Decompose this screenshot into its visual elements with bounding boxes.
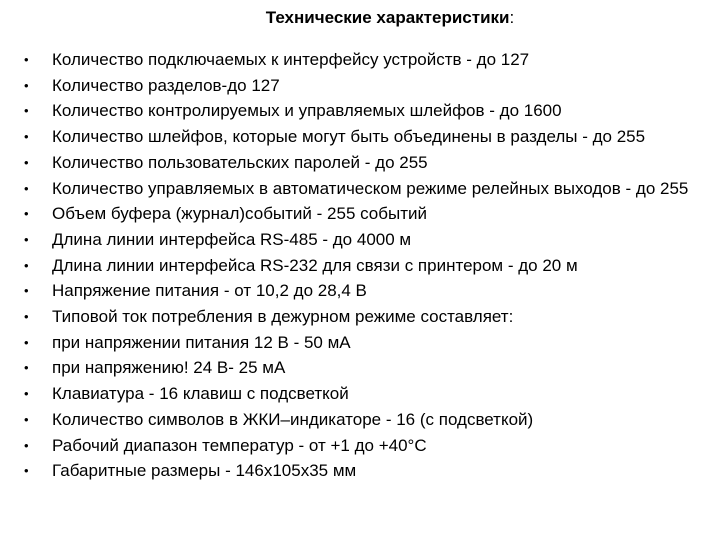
spec-list-item [0,227,720,253]
spec-list [0,47,720,484]
spec-list-item-text: Длина линии интерфейса RS-485 - до 4000 м [52,229,412,249]
spec-list-item-text: Количество шлейфов, которые могут быть объединены в разделы - до 255 [52,127,646,147]
bullet-icon: • [24,206,29,222]
bullet-icon: • [24,180,29,196]
spec-list-item-text: Объем буфера (журнал)событий - 255 событий [52,204,427,224]
spec-list-item [0,304,720,330]
spec-list-item-text: Количество подключаемых к интерфейсу устройств - до 127 [52,50,530,69]
spec-list-item [0,330,720,356]
spec-list-item-text: Количество пользовательских паролей - до 255 [52,152,428,172]
spec-list-item-text: Количество управляемых в автоматическом режиме релейных выходов - до 255 [52,178,689,198]
spec-list-item-text: Напряжение питания - от 10,2 до 28,4 В [52,281,367,301]
spec-list-item-text: Количество символов в ЖКИ–индикаторе - 16 (с подсветкой) [52,409,534,429]
spec-list-item-text: Количество контролируемых и управляемых шлейфов - до 1600 [52,101,562,121]
spec-list-item [0,458,720,484]
spec-list-item [0,47,720,73]
bullet-icon: • [24,257,29,273]
spec-list-item-text: Длина линии интерфейса RS-232 для связи с принтером - до 20 м [52,255,578,275]
spec-list-item [0,73,720,99]
spec-list-item [0,98,720,124]
spec-list-item [0,253,720,279]
spec-list-item [0,150,720,176]
bullet-icon: • [24,334,29,350]
spec-list-item-text: Габаритные размеры - 146х105х35 мм [52,461,357,481]
bullet-icon: • [24,129,29,145]
spec-list-item-text: Клавиатура - 16 клавиш с подсветкой [52,384,349,404]
spec-list-item [0,381,720,407]
spec-list-item-text: Рабочий диапазон температур - от +1 до +40°С [52,435,427,455]
spec-list-item [0,176,720,202]
spec-list-item [0,201,720,227]
bullet-icon: • [24,360,29,376]
spec-list-item [0,355,720,381]
bullet-icon: • [24,52,29,67]
spec-list-item [0,278,720,304]
spec-list-item [0,407,720,433]
bullet-icon: • [24,154,29,170]
slide-title-colon: : [509,8,515,27]
spec-list-item [0,124,720,150]
bullet-icon: • [24,103,29,119]
spec-list-item-text: при напряжении питания 12 В - 50 мА [52,332,351,352]
spec-list-item-text: Типовой ток потребления в дежурном режиме составляет: [52,307,514,327]
bullet-icon: • [24,231,29,247]
bullet-icon: • [24,411,29,427]
bullet-icon: • [24,309,29,325]
bullet-icon: • [24,463,29,479]
slide-title-text: Технические характеристики [265,8,510,27]
bullet-icon: • [24,437,29,453]
spec-list-item [0,433,720,459]
slide-title [0,6,720,30]
bullet-icon: • [24,386,29,402]
bullet-icon: • [24,283,29,299]
spec-list-item-text: при напряжению! 24 В- 25 мА [52,358,286,378]
spec-list-item-text: Количество разделов-до 127 [52,75,280,95]
bullet-icon: • [24,77,29,93]
